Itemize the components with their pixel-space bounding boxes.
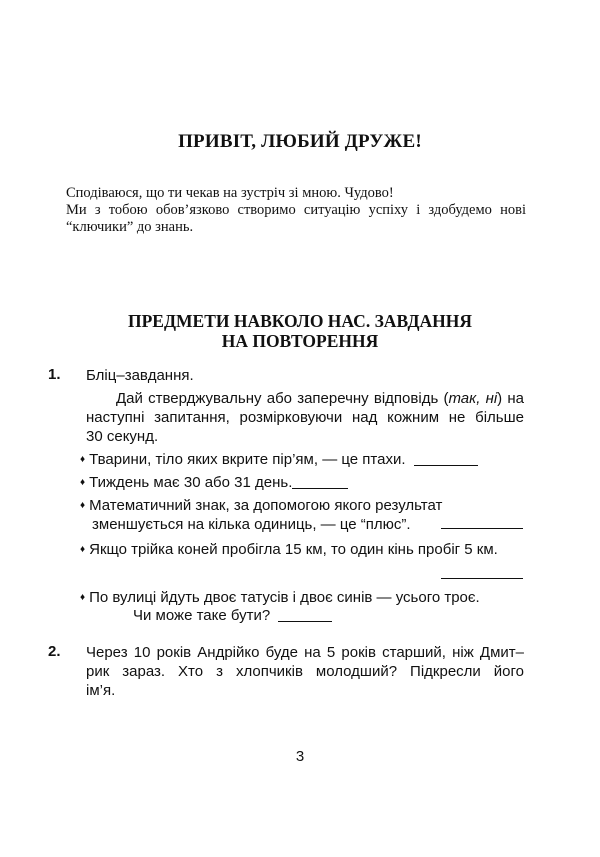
task-1-instruction-line-1: Дай стверджувальну або заперечну відповідь (так, ні) на	[116, 390, 524, 407]
question-2-text: Тиждень має 30 або 31 день.	[89, 474, 293, 491]
bullet-icon: ♦	[80, 544, 86, 555]
question-5-text-line-1: По вулиці йдуть двоє татусів і двоє синів — усього троє.	[89, 589, 480, 606]
task-2-line-2: рик зараз. Хто з хлопчиків молодший? Підкресли його	[86, 663, 524, 680]
task-2-line-3: ім’я.	[86, 682, 116, 699]
section-title-line-2: НА ПОВТОРЕННЯ	[221, 331, 379, 351]
page-number: 3	[295, 748, 305, 765]
task-1-number: 1.	[48, 366, 61, 383]
intro-line-1: Сподіваюся, що ти чекав на зустріч зі мною. Чудово!	[66, 185, 394, 201]
task-1-instruction-line-3: 30 секунд.	[86, 428, 159, 445]
answer-blank-4[interactable]	[441, 577, 523, 579]
question-3-continued	[92, 515, 411, 534]
question-1-text: Тварини, тіло яких вкрите пір’ям, — це птахи.	[89, 451, 406, 468]
question-3-text-line-1: Математичний знак, за допомогою якого результат	[89, 497, 443, 514]
question-3	[80, 496, 442, 515]
question-4	[80, 540, 498, 559]
bullet-icon: ♦	[80, 477, 86, 488]
answer-blank-1[interactable]	[414, 451, 478, 466]
task-1-instruction-line-2: наступні запитання, розмірковуючи над кожним не більше	[86, 409, 524, 426]
task-1-title: Бліц–завдання.	[86, 367, 194, 384]
question-4-text: Якщо трійка коней пробігла 15 км, то один кінь пробіг 5 км.	[89, 541, 498, 558]
answer-blank-5[interactable]	[278, 607, 332, 622]
question-5-continued	[133, 606, 332, 625]
task-2-line-1: Через 10 років Андрійко буде на 5 років старший, ніж Дмит–	[86, 644, 524, 661]
bullet-icon: ♦	[80, 592, 86, 603]
task-2-number: 2.	[48, 643, 61, 660]
greeting-title: ПРИВІТ, ЛЮБИЙ ДРУЖЕ!	[178, 131, 422, 152]
intro-line-2: Ми з тобою обов’язково створимо ситуацію успіху і здобудемо нові	[66, 202, 526, 218]
bullet-icon: ♦	[80, 500, 86, 511]
intro-line-3: “ключики” до знань.	[66, 219, 194, 235]
bullet-icon: ♦	[80, 454, 86, 465]
section-title-line-1: ПРЕДМЕТИ НАВКОЛО НАС. ЗАВДАННЯ	[128, 311, 472, 331]
question-5-text-line-2: Чи може таке бути?	[133, 607, 271, 624]
question-3-text-line-2: зменшується на кілька одиниць, — це “плюс”.	[92, 516, 411, 533]
answer-blank-2[interactable]	[292, 474, 348, 489]
question-2	[80, 473, 348, 492]
question-1	[80, 450, 478, 469]
answer-blank-3[interactable]	[441, 527, 523, 529]
question-5	[80, 588, 480, 607]
